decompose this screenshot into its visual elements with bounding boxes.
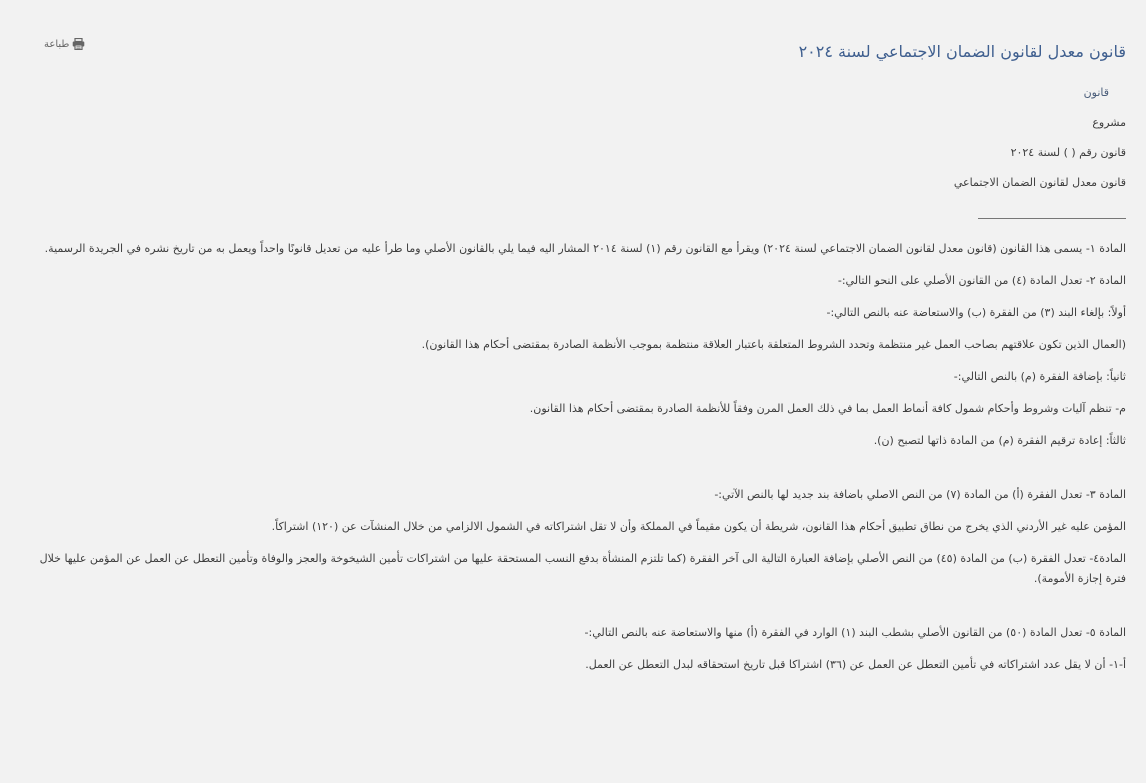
draft-label: مشروع (1092, 116, 1126, 130)
document-title: قانون معدل لقانون الضمان الاجتماعي لسنة ٢٠٢٤ (798, 42, 1126, 61)
article-5-paragraph: المادة ٥- تعدل المادة (٥٠) من القانون الأصلي بشطب البند (١) الوارد في الفقرة (أ) منها والاستعاضة عنه بالنص التالي:- (584, 626, 1126, 640)
section-divider (978, 218, 1126, 219)
article-2-replacement-text: (العمال الذين تكون علاقتهم بصاحب العمل غير منتظمة وتحدد الشروط المتعلقة باعتبار العلاقة منتظمة بموجب الأنظمة الصادرة بمقتضى أحكام هذا القانون). (421, 338, 1126, 352)
document-content (28, 42, 1126, 675)
article-2-first-clause: أولاً: بإلغاء البند (٣) من الفقرة (ب) والاستعاضة عنه بالنص التالي:- (826, 306, 1126, 320)
print-button[interactable] (44, 38, 85, 50)
article-1-paragraph: المادة ١- يسمى هذا القانون (قانون معدل لقانون الضمان الاجتماعي لسنة ٢٠٢٤) ويقرأ مع القانون رقم (١) لسنة ٢٠١٤ المشار اليه فيما يلي بالقانون الأصلي وما طرأ عليه من تعديل قانونًا واحداً ويعمل به من تاريخ نشره في الجريدة الرسمية. (44, 242, 1126, 256)
law-number-line: قانون رقم ( ) لسنة ٢٠٢٤ (1010, 146, 1126, 160)
printer-icon (72, 38, 85, 50)
article-2-clause-m: م- تنظم آليات وشروط وأحكام شمول كافة أنماط العمل بما في ذلك العمل المرن وفقاً للأنظمة الصادرة بمقتضى أحكام هذا القانون. (529, 402, 1126, 416)
law-name-line: قانون معدل لقانون الضمان الاجتماعي (953, 176, 1126, 190)
article-4-paragraph: المادة٤- تعدل الفقرة (ب) من المادة (٤٥) من النص الأصلي بإضافة العبارة التالية الى آخر الفقرة (كما تلتزم المنشأة بدفع النسب المستحقة عليها من اشتراكات تأمين الشيخوخة والعجز والوفاة وتأمين التعطل عن العمل عن المؤمن عليها خلال فترة إجازة الأمومة). (39, 552, 1126, 586)
article-2-paragraph: المادة ٢- تعدل المادة (٤) من القانون الأصلي على النحو التالي:- (837, 274, 1126, 288)
article-3-paragraph: المادة ٣- تعدل الفقرة (أ) من المادة (٧) من النص الاصلي باضافة بند جديد لها بالنص الآتي:- (714, 488, 1126, 502)
article-5-clause-a1: أ-١- أن لا يقل عدد اشتراكاته في تأمين التعطل عن العمل عن (٣٦) اشتراكا قبل تاريخ استحقاقه لبدل التعطل عن العمل. (585, 658, 1126, 672)
article-2-third-clause: ثالثاً: إعادة ترقيم الفقرة (م) من المادة ذاتها لتصبح (ن). (873, 434, 1126, 448)
article-3-new-item: المؤمن عليه غير الأردني الذي يخرج من نطاق تطبيق أحكام هذا القانون، شريطة أن يكون مقيماً في المملكة وأن لا تقل اشتراكاته في الشمول الالزامي من خلال المنشآت عن (١٢٠) اشتراكاً. (271, 520, 1126, 534)
document-type-label: قانون (1083, 86, 1109, 100)
article-2-second-clause: ثانياً: بإضافة الفقرة (م) بالنص التالي:- (953, 370, 1126, 384)
print-label: طباعة (44, 38, 70, 50)
